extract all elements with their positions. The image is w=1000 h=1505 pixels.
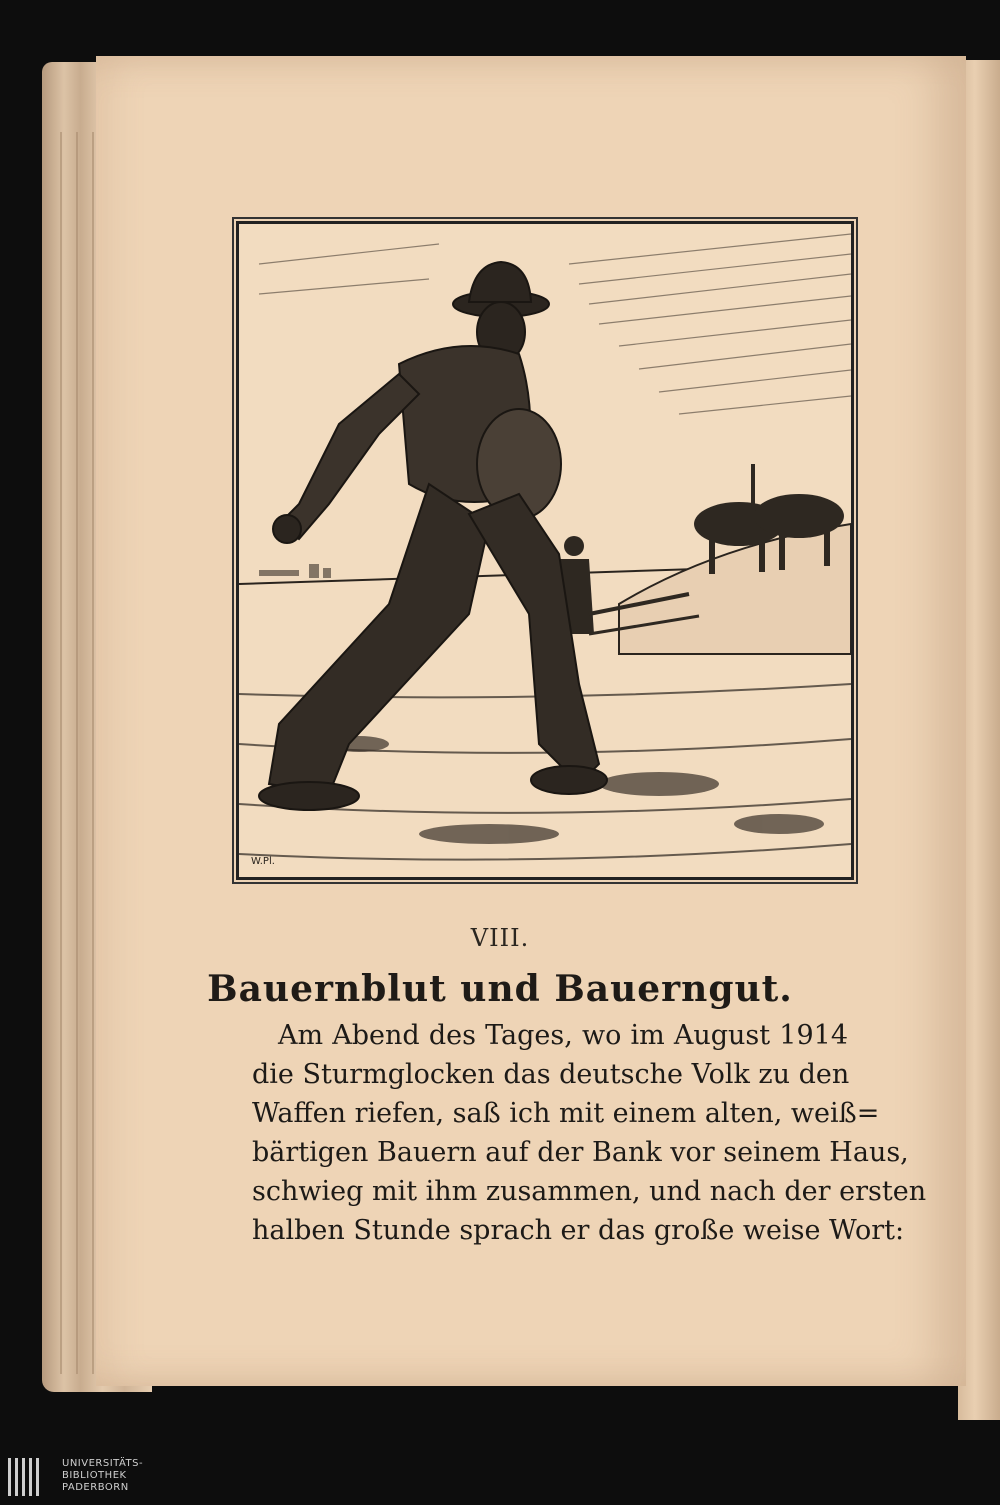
text-line: die Sturmglocken das deutsche Volk zu den xyxy=(252,1059,850,1090)
text-line: bärtigen Bauern auf der Bank vor seinem Haus, xyxy=(252,1137,909,1168)
illustrator-signature: W.Pl. xyxy=(251,856,275,867)
body-paragraph xyxy=(252,1016,927,1250)
text-line: schwieg mit ihm zusammen, und nach der ersten xyxy=(252,1176,927,1207)
illustration-frame xyxy=(236,221,854,880)
logo-line-1: UNIVERSITÄTS- xyxy=(62,1458,144,1469)
text-line: Am Abend des Tages, wo im August 1914 xyxy=(278,1020,848,1051)
library-logo xyxy=(8,1458,168,1498)
text-line: Waffen riefen, saß ich mit einem alten, weiß= xyxy=(252,1098,880,1129)
logo-line-2: BIBLIOTHEK xyxy=(62,1470,127,1481)
logo-line-3: PADERBORN xyxy=(62,1482,129,1493)
sower-illustration xyxy=(239,224,851,877)
chapter-number: VIII. xyxy=(470,924,530,952)
library-logo-icon xyxy=(8,1458,42,1496)
chapter-title: Bauernblut und Bauerngut. xyxy=(207,968,793,1010)
text-line: halben Stunde sprach er das große weise Wort: xyxy=(252,1215,905,1246)
